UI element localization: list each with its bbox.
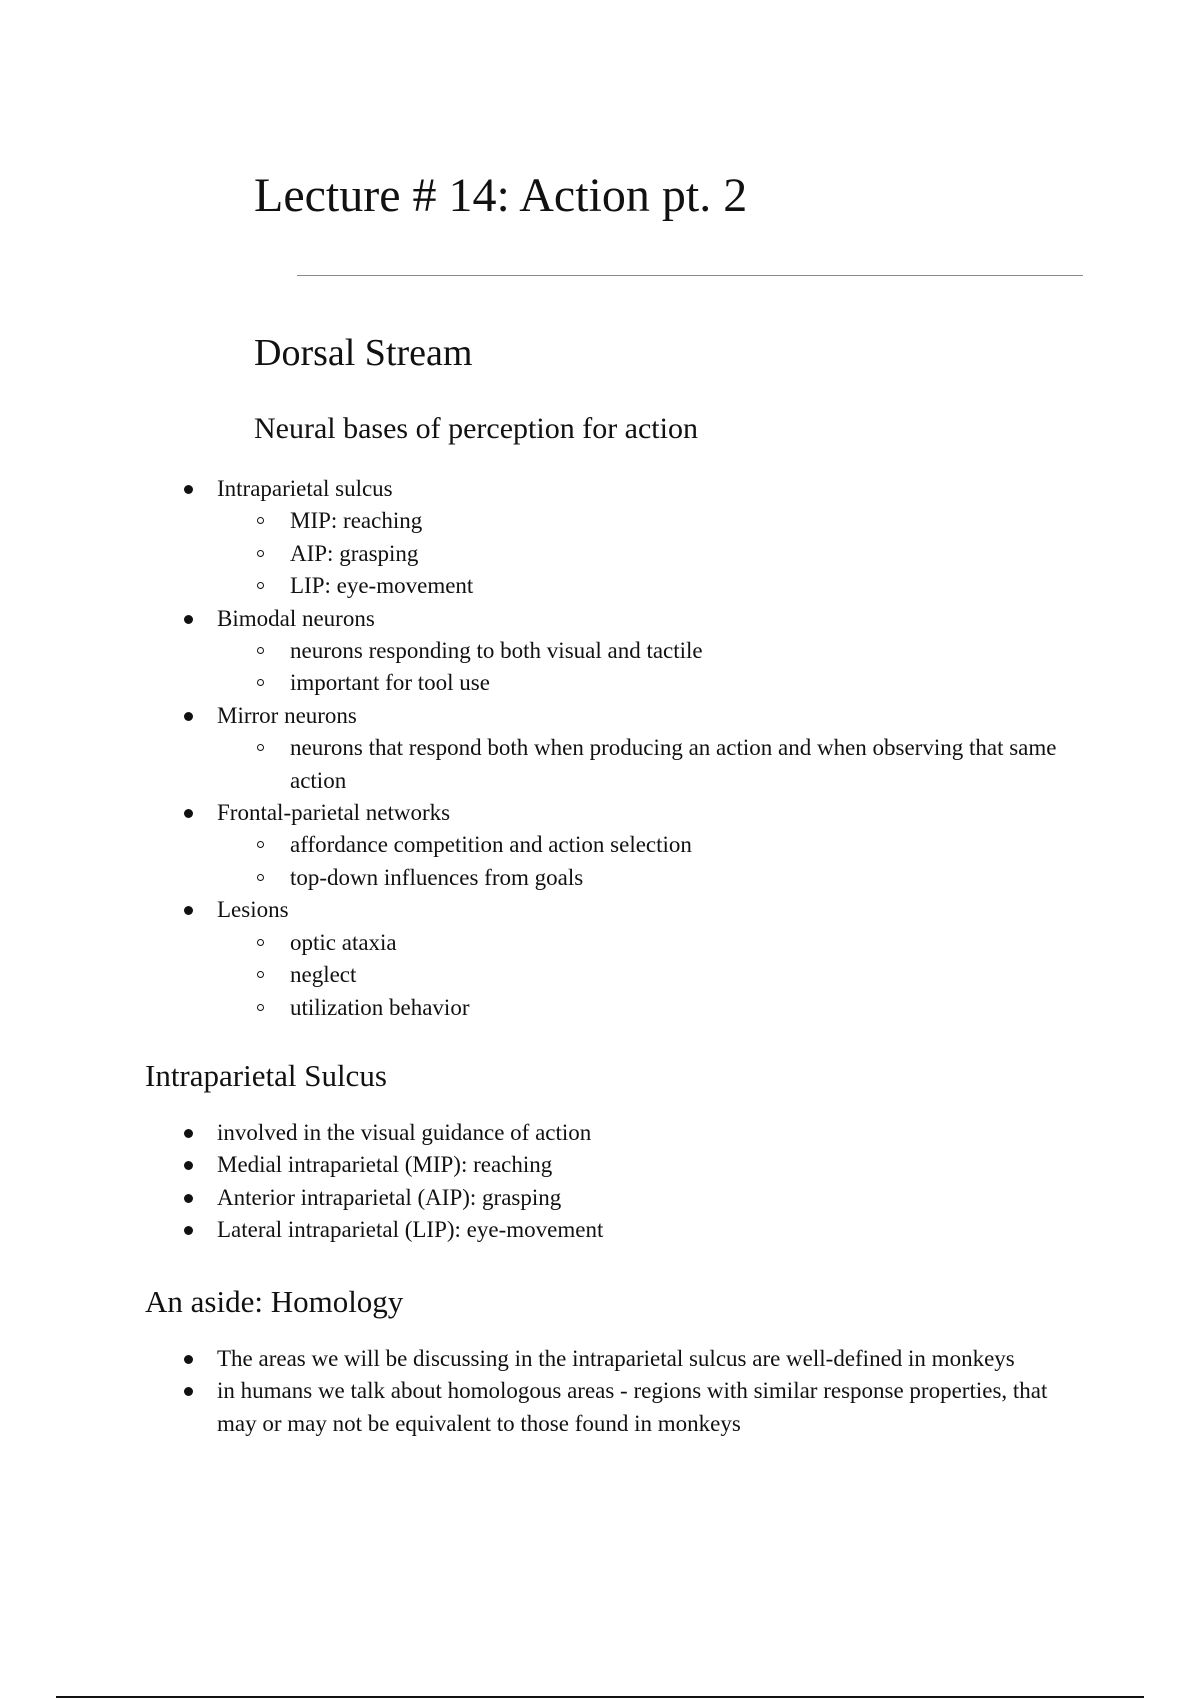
section-heading-dorsal-stream: Dorsal Stream — [254, 332, 473, 374]
list-item-text: Frontal-parietal networks — [217, 800, 451, 826]
list-item: Lateral intraparietal (LIP): eye-movement — [0, 1214, 1120, 1246]
page-bottom-border — [56, 1696, 1144, 1698]
sublist — [217, 829, 1120, 894]
sublist-item: affordance competition and action selection — [217, 829, 1120, 861]
list-item — [0, 603, 1120, 700]
list-item: Anterior intraparietal (AIP): grasping — [0, 1182, 1120, 1214]
sublist-item: optic ataxia — [217, 927, 1120, 959]
list-item: The areas we will be discussing in the intraparietal sulcus are well-defined in monkeys — [0, 1343, 1060, 1375]
sublist — [217, 635, 1120, 700]
list-item — [0, 700, 1120, 797]
sublist-item: neglect — [217, 959, 1120, 991]
list-item-text: Intraparietal sulcus — [217, 476, 393, 501]
sublist — [217, 505, 1120, 602]
sublist-item: utilization behavior — [217, 992, 1120, 1024]
list-item: involved in the visual guidance of action — [0, 1117, 1120, 1149]
section-heading-homology: An aside: Homology — [145, 1284, 404, 1319]
dorsal-stream-list — [0, 473, 1120, 1024]
sublist-item: neurons that respond both when producing an action and when observing that same action — [217, 732, 1117, 797]
sublist-item: top-down influences from goals — [217, 862, 1120, 894]
list-item — [0, 894, 1120, 1024]
list-item-text: Lesions — [217, 897, 289, 923]
subheading-neural-bases: Neural bases of perception for action — [254, 412, 698, 445]
sublist-item: MIP: reaching — [217, 505, 1120, 537]
sublist-item: important for tool use — [217, 667, 1120, 699]
list-item-text: Bimodal neurons — [217, 605, 375, 631]
section-heading-intraparietal-sulcus: Intraparietal Sulcus — [145, 1058, 387, 1093]
sublist — [217, 732, 1117, 797]
sublist-item: AIP: grasping — [217, 538, 1120, 570]
list-item: Medial intraparietal (MIP): reaching — [0, 1149, 1120, 1181]
sublist-item: neurons responding to both visual and tactile — [217, 635, 1120, 667]
homology-list — [0, 1343, 1060, 1440]
sublist — [217, 927, 1120, 1024]
title-divider — [297, 275, 1083, 276]
page-title: Lecture # 14: Action pt. 2 — [254, 169, 748, 222]
list-item: in humans we talk about homologous areas - regions with similar response properties, that may or may not be equivalent to those found in monkeys — [0, 1375, 1060, 1440]
list-item — [0, 473, 1120, 603]
list-item-text: Mirror neurons — [217, 702, 357, 728]
sublist-item: LIP: eye-movement — [217, 570, 1120, 602]
intraparietal-sulcus-list — [0, 1117, 1120, 1247]
list-item — [0, 797, 1120, 894]
